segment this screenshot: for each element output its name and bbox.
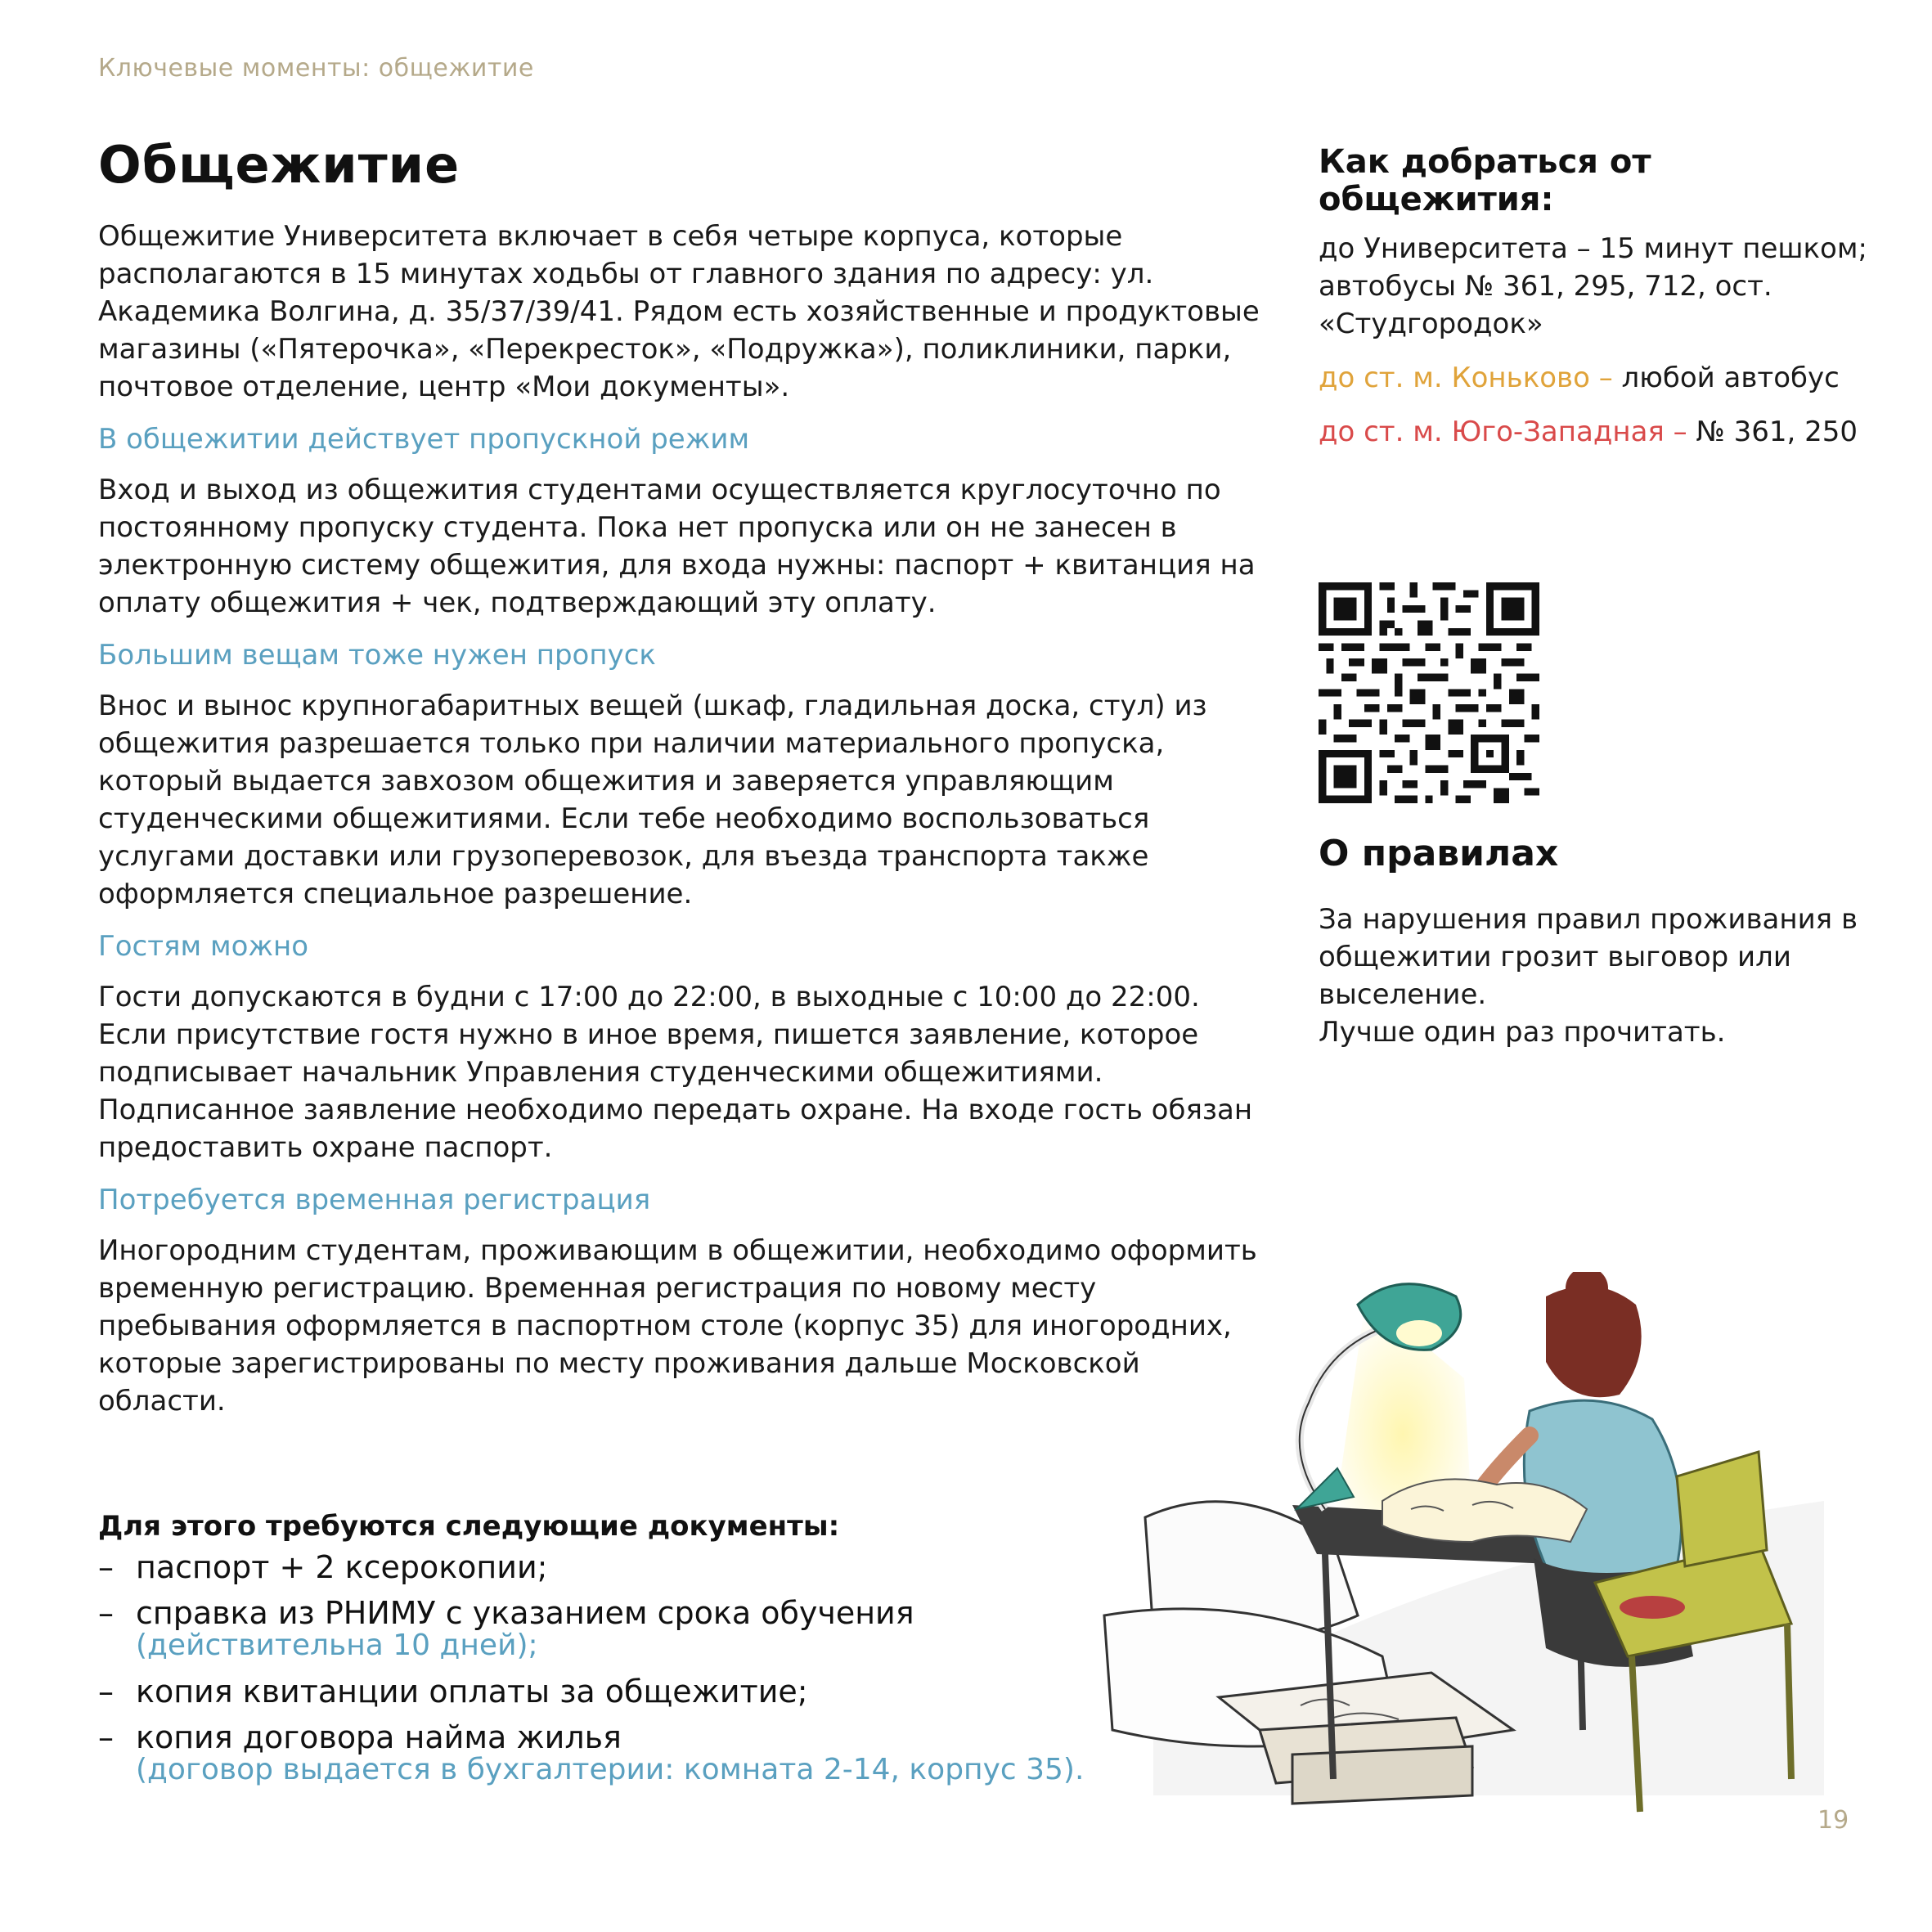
- list-dash: –: [98, 1674, 114, 1710]
- list-item-text: копия договора найма жилья: [136, 1719, 622, 1755]
- running-header: Ключевые моменты: общежитие: [98, 54, 534, 83]
- list-dash: –: [98, 1549, 114, 1585]
- route-yugo-value: № 361, 250: [1687, 416, 1858, 448]
- section-heading-large-items: Большим вещам тоже нужен пропуск: [98, 639, 656, 672]
- list-dash: –: [98, 1595, 114, 1631]
- list-dash: –: [98, 1719, 114, 1755]
- page-number: 19: [1817, 1806, 1849, 1835]
- section-heading-registration: Потребуется временная регистрация: [98, 1184, 651, 1216]
- list-item-text: справка из РНИМУ с указанием срока обучения: [136, 1595, 914, 1631]
- rules-title: О правилах: [1319, 833, 1559, 874]
- qr-code-icon[interactable]: [1319, 582, 1539, 803]
- documents-title: Для этого требуются следующие документы:: [98, 1510, 840, 1543]
- list-item-text: копия квитанции оплаты за общежитие;: [136, 1674, 808, 1710]
- intro-paragraph: Общежитие Университета включает в себя четыре корпуса, которые располагаются в 15 минутах ходьбы от главного здания по адресу: ул. Академика Волгина, д. 35/37/39/41. Рядом есть хозяйственные и продуктовые магазины («Пятерочка», «Перекресток», «Подружка»), поликлиники, парки, почтовое отделение, центр «Мои документы».: [98, 220, 1260, 403]
- route-university: до Университета – 15 минут пешком; автобусы № 361, 295, 712, ост. «Студгородок»: [1319, 232, 1867, 340]
- route-konkovo-label: до ст. м. Коньково –: [1319, 362, 1613, 394]
- section-text-guests: Гости допускаются в будни с 17:00 до 22:00, в выходные с 10:00 до 22:00. Если присутствие гостя нужно в иное время, пишется заявление, которое подписывает начальник Управления студенческими общежитиями. Подписанное заявление необходимо передать охране. На входе гость обязан предоставить охране паспорт.: [98, 981, 1253, 1164]
- rules-text: За нарушения правил проживания в общежитии грозит выговор или выселение.: [1319, 903, 1858, 1011]
- list-item-note: (договор выдается в бухгалтерии: комната 2-14, корпус 35).: [136, 1753, 1085, 1786]
- section-text-pass: Вход и выход из общежития студентами осуществляется круглосуточно по постоянному пропуску студента. Пока нет пропуска или он не занесен в электронную систему общежития, для входа нужны: паспорт + квитанция на оплату общежития + чек, подтверждающий эту оплату.: [98, 474, 1256, 619]
- rules-block: [1319, 833, 1875, 1067]
- route-konkovo-value: любой автобус: [1612, 362, 1840, 394]
- section-heading-guests: Гостям можно: [98, 930, 309, 963]
- student-reading-illustration: [1088, 1272, 1857, 1861]
- route-sidebar: [1319, 143, 1875, 467]
- route-yugo-label: до ст. м. Юго-Западная –: [1319, 416, 1687, 448]
- route-title: Как добраться от общежития:: [1319, 143, 1651, 218]
- route-konkovo: [1319, 359, 1875, 397]
- route-yugo-zapadnaya: [1319, 413, 1875, 451]
- section-text-registration: Иногородним студентам, проживающим в общежитии, необходимо оформить временную регистрацию. Временная регистрация по новому месту пребывания оформляется в паспортном столе (корпус 35) для иногородних, которые зарегистрированы по месту проживания дальше Московской области.: [98, 1234, 1257, 1418]
- list-item-note: (действительна 10 дней);: [136, 1629, 538, 1662]
- rules-text-closing: Лучше один раз прочитать.: [1319, 1016, 1726, 1049]
- section-text-large-items: Внос и вынос крупногабаритных вещей (шкаф, гладильная доска, стул) из общежития разрешается только при наличии материального пропуска, который выдается завхозом общежития и заверяется управляющим студенческими общежитиями. Если тебе необходимо воспользоваться услугами доставки или грузоперевозок, для въезда транспорта также оформляется специальное разрешение.: [98, 690, 1207, 910]
- list-item-text: паспорт + 2 ксерокопии;: [136, 1549, 548, 1585]
- section-heading-pass: В общежитии действует пропускной режим: [98, 423, 750, 456]
- page-title: Общежитие: [98, 135, 461, 195]
